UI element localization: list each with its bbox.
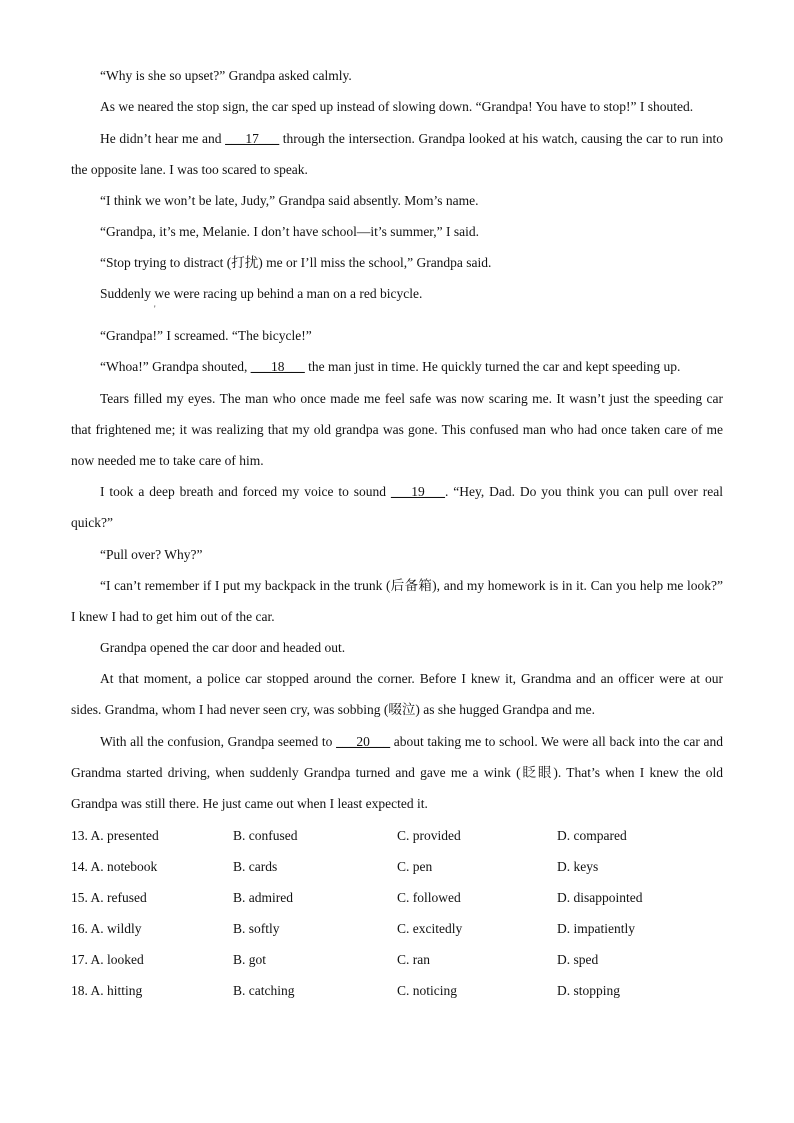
option-b: B. cards: [233, 859, 278, 874]
blank-20: ___20___: [336, 734, 391, 749]
story-paragraph: As we neared the stop sign, the car sped up instead of slowing down. “Grandpa! You have to stop!” I shouted.: [100, 99, 694, 114]
option-a: 16. A. wildly: [71, 921, 142, 936]
text-segment: through the intersection. Grandpa looked at his watch, causing the car to run into the opposite lane. I was too scared to speak.: [71, 131, 723, 177]
option-d: D. impatiently: [557, 921, 635, 936]
story-paragraph: “Pull over? Why?”: [100, 547, 203, 562]
story-paragraph: At that moment, a police car stopped around the corner. Before I knew it, Grandma and an officer were at our sides. Grandma, whom I had never seen cry, was sobbing (啜泣) as she hugged Grandpa and me.: [71, 671, 723, 717]
option-a: 13. A. presented: [71, 828, 159, 843]
option-a: 14. A. notebook: [71, 859, 158, 874]
option-b: B. admired: [233, 890, 293, 905]
story-paragraph: [71, 123, 723, 185]
text-segment: . “Hey, Dad. Do you think you can pull over real quick?”: [71, 484, 723, 530]
blank-17: ___17___: [225, 131, 280, 146]
story-paragraph: Tears filled my eyes. The man who once made me feel safe was now scaring me. It wasn’t just the speeding car that frightened me; it was realizing that my old grandpa was gone. This confused man who had once taken care of me now needed me to take care of him.: [71, 391, 723, 468]
text-segment: “Whoa!” Grandpa shouted,: [100, 359, 251, 374]
story-paragraph: [71, 351, 723, 382]
blank-18: ___18___: [250, 359, 305, 374]
story-paragraph: [71, 476, 723, 538]
option-c: C. noticing: [397, 983, 457, 998]
option-b: B. got: [233, 952, 267, 967]
option-a: 15. A. refused: [71, 890, 147, 905]
text-segment: With all the confusion, Grandpa seemed to: [100, 734, 337, 749]
text-segment: the man just in time. He quickly turned the car and kept speeding up.: [304, 359, 681, 374]
question-row: [71, 944, 731, 975]
option-a: 18. A. hitting: [71, 983, 143, 998]
text-segment: He didn’t hear me and: [100, 131, 226, 146]
option-c: C. ran: [397, 952, 430, 967]
question-row: [71, 913, 731, 944]
option-c: C. pen: [397, 859, 433, 874]
option-c: C. provided: [397, 828, 461, 843]
option-d: D. stopping: [557, 983, 621, 998]
question-row: [71, 820, 731, 851]
option-b: B. catching: [233, 983, 295, 998]
option-c: C. excitedly: [397, 921, 463, 936]
story-paragraph: Grandpa opened the car door and headed out.: [100, 640, 346, 655]
text-segment: I took a deep breath and forced my voice to sound: [100, 484, 391, 499]
question-row: [71, 851, 731, 882]
option-d: D. sped: [557, 952, 599, 967]
story-paragraph: “I think we won’t be late, Judy,” Grandpa said absently. Mom’s name.: [100, 193, 479, 208]
text-segment: about taking me to school. We were all back into the car and Grandma started driving, when suddenly Grandpa turned and gave me a wink (眨眼). That’s when I knew the old Grandpa was still there. He just came out when I least expected it.: [71, 734, 724, 811]
story-paragraph: “Grandpa!” I screamed. “The bicycle!”: [100, 328, 312, 343]
option-c: C. followed: [397, 890, 461, 905]
story-paragraph: “Grandpa, it’s me, Melanie. I don’t have school—it’s summer,” I said.: [100, 224, 479, 239]
option-d: D. disappointed: [557, 890, 643, 905]
question-row: [71, 882, 731, 913]
stray-mark: ': [154, 304, 156, 314]
blank-19: ___19___: [390, 484, 445, 499]
story-paragraph: Suddenly we were racing up behind a man on a red bicycle.: [100, 286, 423, 301]
story-paragraph: “Why is she so upset?” Grandpa asked calmly.: [100, 68, 352, 83]
story-paragraph: “I can’t remember if I put my backpack in the trunk (后备箱), and my homework is in it. Can you help me look?” I knew I had to get him out of the car.: [71, 578, 723, 624]
story-paragraph: [71, 726, 723, 819]
option-d: D. compared: [557, 828, 627, 843]
option-d: D. keys: [557, 859, 599, 874]
story-paragraph: “Stop trying to distract (打扰) me or I’ll miss the school,” Grandpa said.: [100, 255, 492, 270]
option-b: B. confused: [233, 828, 298, 843]
question-row: [71, 975, 731, 1006]
option-a: 17. A. looked: [71, 952, 144, 967]
option-b: B. softly: [233, 921, 280, 936]
